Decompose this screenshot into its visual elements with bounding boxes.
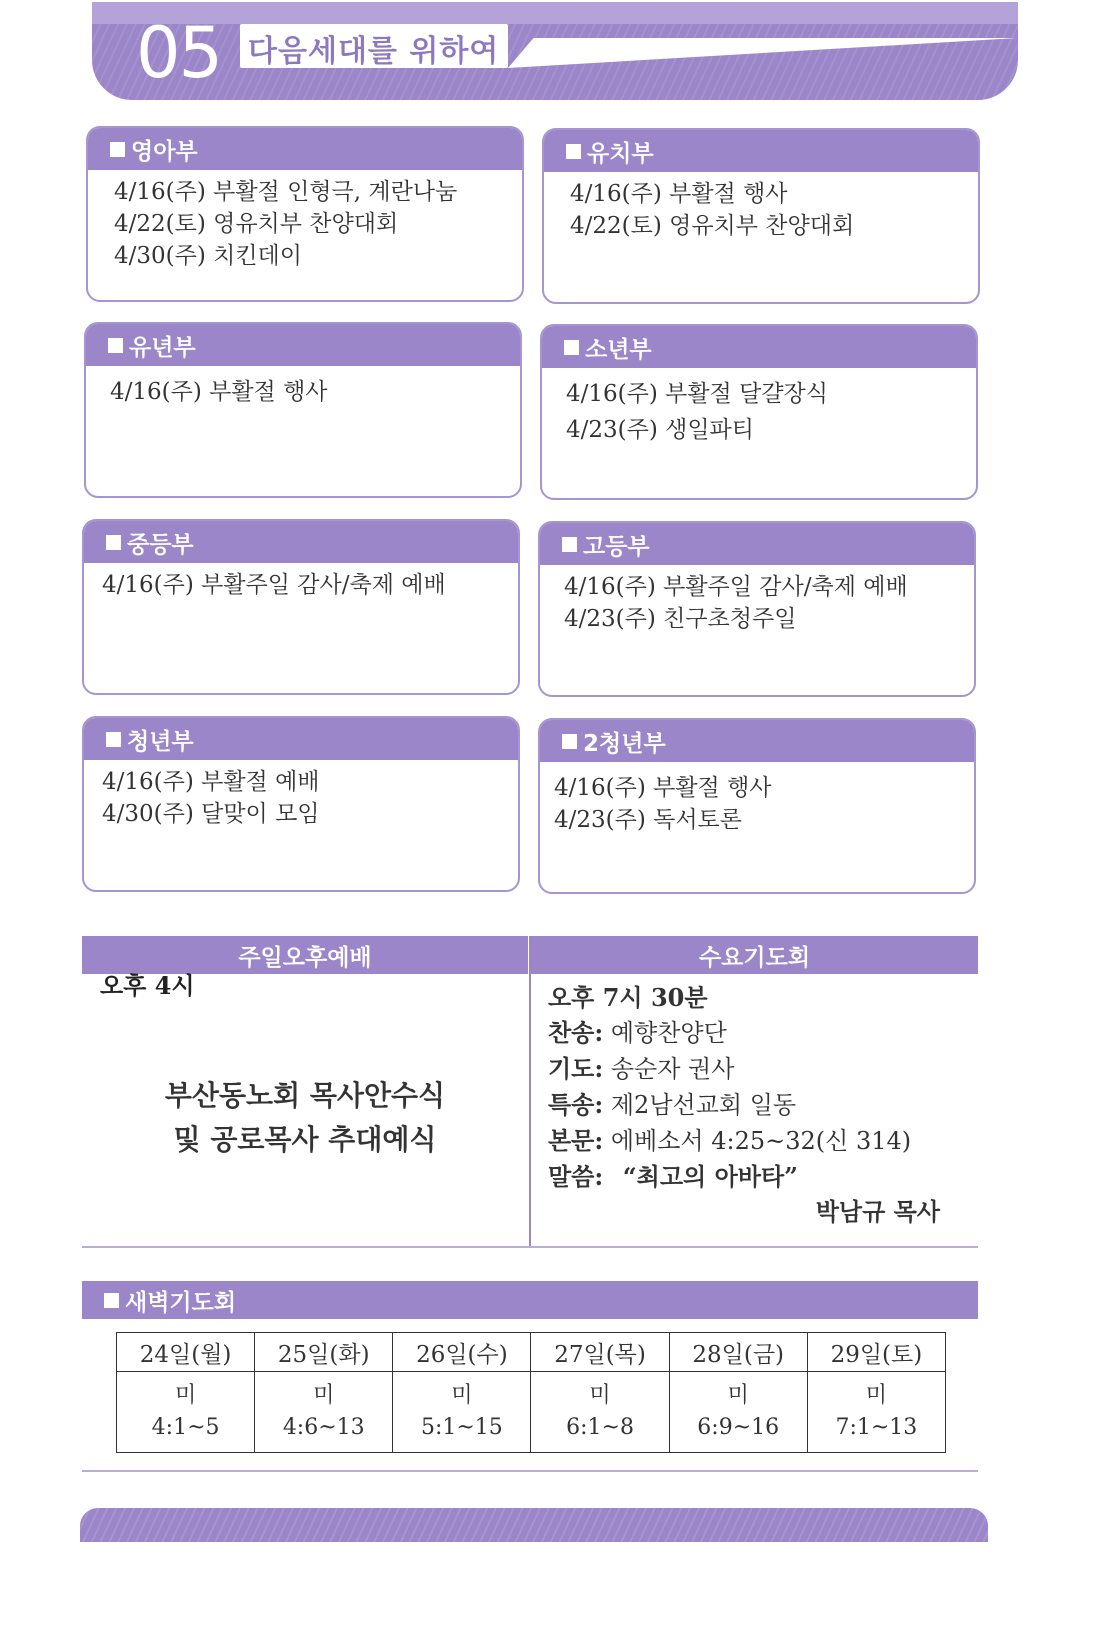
card-body — [540, 565, 974, 635]
square-bullet-icon — [106, 732, 121, 747]
card-header — [84, 718, 518, 760]
wednesday-time: 오후 7시 30분 — [548, 983, 708, 1012]
card-line: 4/16(주) 부활주일 감사/축제 예배 — [564, 574, 908, 600]
wednesday-heading: 수요기도회 — [531, 936, 978, 974]
preacher: 박남규 목사 — [815, 1197, 940, 1226]
card-header — [88, 128, 522, 170]
reading-cell — [117, 1372, 255, 1453]
square-bullet-icon — [562, 734, 577, 749]
verse-range: 4:6~13 — [282, 1415, 365, 1440]
square-bullet-icon — [110, 142, 125, 157]
worship-bottom-rule — [82, 1246, 978, 1248]
square-bullet-icon — [564, 340, 579, 355]
card-header — [544, 130, 978, 172]
card-line: 4/16(주) 부활절 행사 — [570, 181, 788, 207]
detail-value: 송순자 권사 — [610, 1055, 735, 1083]
card-title: 영아부 — [131, 138, 198, 165]
footer-band — [80, 1508, 988, 1542]
day-header: 29일(토) — [807, 1333, 945, 1372]
book-abbr: 미 — [865, 1383, 888, 1408]
card-line: 4/22(토) 영유치부 찬양대회 — [114, 211, 399, 237]
card-line: 4/16(주) 부활절 행사 — [554, 775, 772, 801]
card-title: 소년부 — [585, 336, 652, 363]
day-header: 26일(수) — [393, 1333, 531, 1372]
card-line: 4/22(토) 영유치부 찬양대회 — [570, 213, 855, 239]
dawn-prayer-heading: 새벽기도회 — [82, 1281, 978, 1319]
detail-label: 특송: — [548, 1090, 604, 1119]
book-abbr: 미 — [589, 1383, 611, 1408]
detail-row — [548, 1123, 911, 1159]
card-body — [542, 368, 976, 448]
day-header: 27일(목) — [531, 1333, 669, 1372]
detail-label: 말씀: — [548, 1162, 604, 1191]
verse-range: 5:1~15 — [420, 1415, 503, 1440]
reading-cell — [531, 1372, 669, 1453]
event-line: 및 공로목사 추대예식 — [173, 1123, 437, 1156]
card-header — [540, 720, 974, 762]
card-junior — [540, 324, 978, 500]
card-header — [84, 521, 518, 563]
book-abbr: 미 — [174, 1383, 197, 1408]
card-body — [540, 762, 974, 836]
sunday-afternoon-time: 오후 4시 — [100, 971, 195, 1000]
reading-cell — [255, 1372, 393, 1453]
detail-label: 본문: — [548, 1126, 604, 1155]
detail-label: 기도: — [548, 1054, 604, 1083]
card-title: 유년부 — [129, 334, 196, 361]
detail-value: 에베소서 4:25~32(신 314) — [610, 1127, 912, 1155]
detail-row — [548, 1159, 911, 1195]
card-line: 4/16(주) 부활절 예배 — [102, 769, 320, 795]
reading-cell — [393, 1372, 531, 1453]
verse-range: 7:1~13 — [835, 1415, 918, 1440]
card-line: 4/23(주) 친구초청주일 — [564, 606, 797, 632]
sunday-afternoon-event — [82, 1074, 528, 1162]
detail-value: 제2남선교회 일동 — [610, 1091, 797, 1119]
card-middle-school — [82, 519, 520, 695]
card-line: 4/30(주) 달맞이 모임 — [102, 801, 320, 827]
detail-label: 찬송: — [548, 1018, 604, 1047]
square-bullet-icon — [108, 338, 123, 353]
dawn-bottom-rule — [82, 1470, 978, 1472]
reading-cell — [669, 1372, 807, 1453]
card-header — [86, 324, 520, 366]
card-title: 고등부 — [583, 533, 650, 560]
card-line: 4/16(주) 부활주일 감사/축제 예배 — [102, 572, 446, 598]
square-bullet-icon — [104, 1293, 119, 1308]
card-youth-2 — [538, 718, 976, 894]
detail-row — [548, 1015, 911, 1051]
header-top-strip — [92, 2, 1018, 24]
card-high-school — [538, 521, 976, 697]
card-body — [544, 172, 978, 242]
detail-row — [548, 1087, 911, 1123]
square-bullet-icon — [562, 537, 577, 552]
verse-range: 6:9~16 — [697, 1415, 780, 1440]
square-bullet-icon — [106, 535, 121, 550]
card-infant — [86, 126, 524, 302]
event-line: 부산동노회 목사안수식 — [164, 1079, 446, 1112]
card-youth — [82, 716, 520, 892]
verse-range: 6:1~8 — [566, 1415, 634, 1440]
day-header: 24일(월) — [117, 1333, 255, 1372]
card-body — [88, 170, 522, 272]
verse-range: 4:1~5 — [151, 1415, 220, 1440]
card-line: 4/16(주) 부활절 행사 — [110, 379, 328, 405]
day-header: 25일(화) — [255, 1333, 393, 1372]
section-number: 05 — [136, 12, 222, 94]
card-header — [542, 326, 976, 368]
column-divider — [529, 936, 531, 1248]
day-header: 28일(금) — [669, 1333, 807, 1372]
book-abbr: 미 — [313, 1383, 335, 1408]
book-abbr: 미 — [727, 1383, 749, 1408]
card-title: 중등부 — [127, 531, 194, 558]
sunday-afternoon-heading: 주일오후예배 — [82, 936, 528, 974]
table-header-row — [117, 1333, 946, 1372]
card-body — [84, 563, 518, 601]
card-line: 4/23(주) 독서토론 — [554, 807, 742, 833]
card-body — [84, 760, 518, 830]
card-title: 청년부 — [127, 728, 194, 755]
wednesday-details — [548, 980, 911, 1195]
detail-value: “최고의 아바타” — [622, 1162, 798, 1191]
book-abbr: 미 — [451, 1383, 473, 1408]
card-line: 4/16(주) 부활절 인형극, 계란나눔 — [114, 179, 458, 205]
card-line: 4/16(주) 부활절 달걀장식 — [566, 381, 828, 407]
card-line: 4/30(주) 치킨데이 — [114, 243, 302, 269]
card-title: 유치부 — [587, 140, 654, 167]
section-title: 다음세대를 위하여 — [248, 34, 500, 69]
dawn-prayer-table — [116, 1332, 946, 1453]
card-line: 4/23(주) 생일파티 — [566, 417, 754, 443]
reading-cell — [807, 1372, 945, 1453]
card-header — [540, 523, 974, 565]
card-kindergarten — [542, 128, 980, 304]
card-title: 2청년부 — [583, 730, 666, 757]
card-primary — [84, 322, 522, 498]
table-row — [117, 1372, 946, 1453]
detail-row — [548, 1051, 911, 1087]
detail-value: 예향찬양단 — [610, 1019, 727, 1047]
square-bullet-icon — [566, 144, 581, 159]
card-body — [86, 366, 520, 408]
